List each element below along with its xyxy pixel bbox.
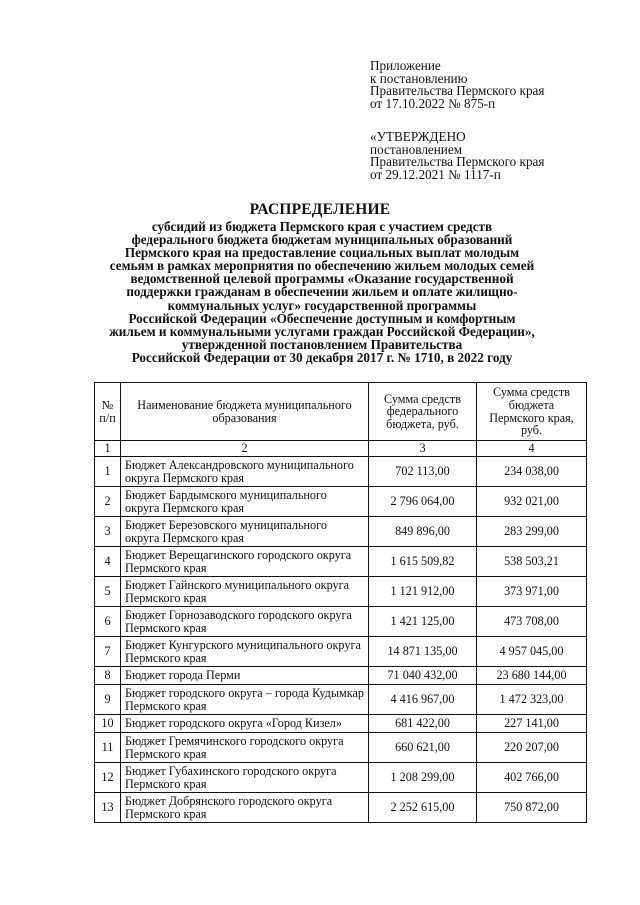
row-federal-amount: 660 621,00	[369, 733, 477, 763]
row-number: 4	[95, 547, 121, 577]
row-number: 8	[95, 667, 121, 685]
row-budget-name: Бюджет города Перми	[121, 667, 369, 685]
row-budget-name: Бюджет Горнозаводского городского округа Пермского края	[121, 607, 369, 637]
subtitle-line: коммунальных услуг» государственной программы	[167, 297, 477, 313]
row-number: 5	[95, 577, 121, 607]
subtitle-line: жильем и коммунальными услугами граждан Российской Федерации»,	[109, 323, 535, 339]
row-budget-name: Бюджет Губахинского городского округа Пермского края	[121, 763, 369, 793]
subtitle-line: утвержденной постановлением Правительства	[181, 336, 463, 352]
column-index: 3	[369, 441, 477, 457]
approved-block	[370, 131, 544, 181]
row-number: 10	[95, 715, 121, 733]
subtitle-line: федерального бюджета бюджетам муниципальных образований	[131, 232, 513, 248]
row-regional-amount: 1 472 323,00	[477, 685, 587, 715]
row-budget-name: Бюджет городского округа «Город Кизел»	[121, 715, 369, 733]
table-row	[95, 487, 587, 517]
table-row	[95, 457, 587, 487]
subtitle-line: субсидий из бюджета Пермского края с участием средств	[151, 219, 493, 234]
row-regional-amount: 23 680 144,00	[477, 667, 587, 685]
table-row	[95, 715, 587, 733]
row-federal-amount: 702 113,00	[369, 457, 477, 487]
table-row	[95, 763, 587, 793]
row-number: 11	[95, 733, 121, 763]
row-budget-name: Бюджет Бардымского муниципального округа Пермского края	[121, 487, 369, 517]
approved-line: постановлением	[370, 141, 463, 157]
table-row	[95, 793, 587, 823]
row-regional-amount: 402 766,00	[477, 763, 587, 793]
row-budget-name: Бюджет Березовского муниципального округа Пермского края	[121, 517, 369, 547]
subtitle-line: семьям в рамках мероприятия по обеспечению жильем молодых семей	[109, 258, 535, 274]
row-number: 13	[95, 793, 121, 823]
row-budget-name: Бюджет Александровского муниципального округа Пермского края	[121, 457, 369, 487]
distribution-table	[94, 382, 587, 823]
subtitle-line: поддержки гражданам в обеспечении жильем и оплате жилищно-	[126, 284, 518, 300]
table-row	[95, 733, 587, 763]
subtitle-line: ведомственной целевой программы «Оказание государственной	[130, 271, 514, 287]
row-budget-name: Бюджет Кунгурского муниципального округа Пермского края	[121, 637, 369, 667]
row-number: 1	[95, 457, 121, 487]
appendix-line: к постановлению	[370, 70, 468, 86]
subtitle-line: Российской Федерации «Обеспечение доступным и комфортным	[128, 310, 516, 326]
row-number: 9	[95, 685, 121, 715]
row-regional-amount: 220 207,00	[477, 733, 587, 763]
row-number: 12	[95, 763, 121, 793]
document-title: РАСПРЕДЕЛЕНИЕ	[249, 201, 391, 218]
document-subtitle	[92, 220, 552, 364]
row-federal-amount: 1 208 299,00	[369, 763, 477, 793]
approved-line: «УТВЕРЖДЕНО	[370, 129, 466, 144]
row-regional-amount: 283 299,00	[477, 517, 587, 547]
table-header-row	[95, 383, 587, 441]
table-row	[95, 685, 587, 715]
row-regional-amount: 373 971,00	[477, 577, 587, 607]
row-federal-amount: 681 422,00	[369, 715, 477, 733]
column-index-row	[95, 441, 587, 457]
row-regional-amount: 4 957 045,00	[477, 637, 587, 667]
table-row	[95, 577, 587, 607]
appendix-line: Правительства Пермского края	[370, 83, 545, 99]
row-number: 2	[95, 487, 121, 517]
subtitle-line: Пермского края на предоставление социальных выплат молодым	[124, 245, 520, 261]
row-federal-amount: 2 252 615,00	[369, 793, 477, 823]
table-row	[95, 547, 587, 577]
row-federal-amount: 2 796 064,00	[369, 487, 477, 517]
row-federal-amount: 1 121 912,00	[369, 577, 477, 607]
row-federal-amount: 849 896,00	[369, 517, 477, 547]
table-row	[95, 637, 587, 667]
row-regional-amount: 227 141,00	[477, 715, 587, 733]
table-row	[95, 667, 587, 685]
row-regional-amount: 750 872,00	[477, 793, 587, 823]
table-row	[95, 607, 587, 637]
table-row	[95, 517, 587, 547]
row-number: 7	[95, 637, 121, 667]
appendix-block	[370, 60, 544, 110]
appendix-line: от 17.10.2022 № 875-п	[370, 95, 496, 111]
column-index: 1	[95, 441, 121, 457]
row-budget-name: Бюджет Верещагинского городского округа Пермского края	[121, 547, 369, 577]
header-num: № п/п	[95, 383, 121, 441]
row-budget-name: Бюджет Добрянского городского округа Пермского края	[121, 793, 369, 823]
row-regional-amount: 932 021,00	[477, 487, 587, 517]
row-federal-amount: 4 416 967,00	[369, 685, 477, 715]
column-index: 2	[121, 441, 369, 457]
row-regional-amount: 234 038,00	[477, 457, 587, 487]
row-budget-name: Бюджет городского округа – города Кудымкар Пермского края	[121, 685, 369, 715]
header-regional: Сумма средств бюджета Пермского края, руб.	[477, 383, 587, 441]
row-federal-amount: 1 615 509,82	[369, 547, 477, 577]
row-number: 6	[95, 607, 121, 637]
row-federal-amount: 14 871 135,00	[369, 637, 477, 667]
row-regional-amount: 473 708,00	[477, 607, 587, 637]
row-federal-amount: 71 040 432,00	[369, 667, 477, 685]
row-budget-name: Бюджет Гремячинского городского округа Пермского края	[121, 733, 369, 763]
header-federal: Сумма средств федерального бюджета, руб.	[369, 383, 477, 441]
row-regional-amount: 538 503,21	[477, 547, 587, 577]
approved-line: Правительства Пермского края	[370, 154, 545, 170]
row-number: 3	[95, 517, 121, 547]
subtitle-line: Российской Федерации от 30 декабря 2017 г. № 1710, в 2022 году	[131, 349, 513, 365]
row-federal-amount: 1 421 125,00	[369, 607, 477, 637]
approved-line: от 29.12.2021 № 1117-п	[370, 166, 501, 182]
row-budget-name: Бюджет Гайнского муниципального округа Пермского края	[121, 577, 369, 607]
header-name: Наименование бюджета муниципального образования	[121, 383, 369, 441]
appendix-line: Приложение	[370, 58, 441, 73]
column-index: 4	[477, 441, 587, 457]
